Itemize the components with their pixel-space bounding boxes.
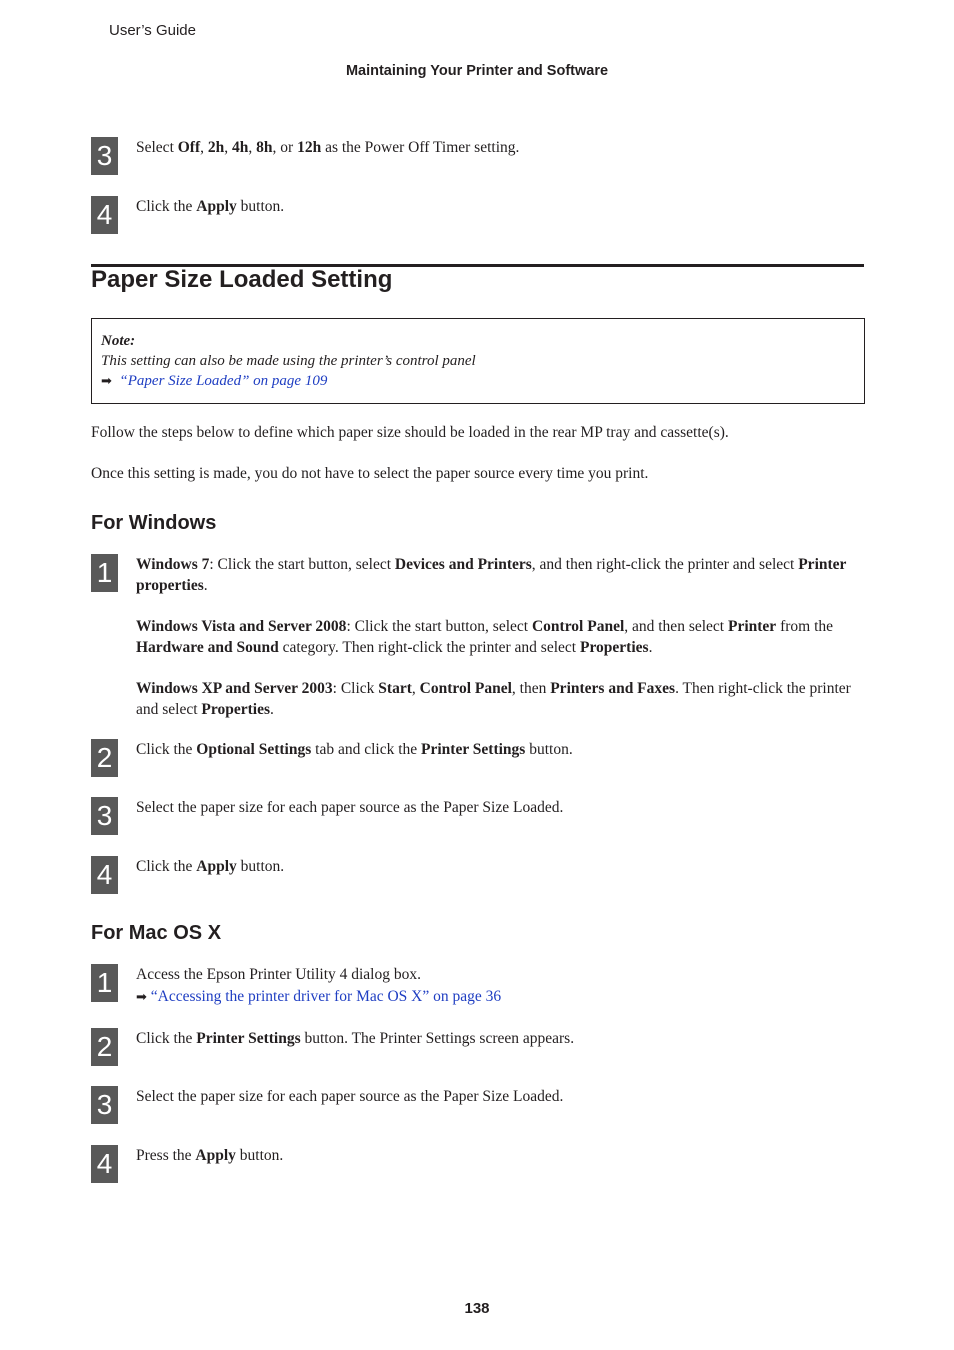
step-number-badge: 2: [91, 739, 118, 777]
step-number-badge: 4: [91, 856, 118, 894]
note-box: [91, 318, 865, 404]
step-text: Press the Apply button.: [136, 1147, 284, 1164]
step-text: Click the Optional Settings tab and click the Printer Settings button.: [136, 741, 573, 758]
step-text: Click the Apply button.: [136, 858, 285, 875]
arrow-right-icon: ➡: [101, 373, 112, 388]
step-text: Select Off, 2h, 4h, 8h, or 12h as the Power Off Timer setting.: [136, 139, 520, 156]
step-number-badge: 1: [91, 964, 118, 1002]
note-text: This setting can also be made using the printer’s control panel: [101, 353, 476, 369]
windows-heading: For Windows: [91, 512, 217, 534]
step-text: Click the Apply button.: [136, 198, 285, 215]
intro-paragraph: Once this setting is made, you do not have to select the paper source every time you print.: [91, 465, 649, 482]
page-number: 138: [464, 1300, 490, 1317]
section-title: Paper Size Loaded Setting: [91, 266, 393, 293]
intro-paragraph: Follow the steps below to define which paper size should be loaded in the rear MP tray and cassette(s).: [91, 424, 729, 441]
step-text: Select the paper size for each paper source as the Paper Size Loaded.: [136, 799, 564, 816]
step-number-badge: 2: [91, 1028, 118, 1066]
windows-vista-instructions: Windows Vista and Server 2008: Click the start button, select Control Panel, and then select Printer from the Hardware and Sound category. Then right-click the printer and select Properties.: [136, 618, 834, 656]
step-text: Click the Printer Settings button. The Printer Settings screen appears.: [136, 1030, 575, 1047]
step-text: [136, 964, 865, 1007]
header-chapter-title: Maintaining Your Printer and Software: [345, 63, 609, 79]
mac-heading: For Mac OS X: [91, 922, 222, 944]
step-number-badge: 4: [91, 1145, 118, 1183]
header-guide-title: User’s Guide: [109, 22, 196, 39]
windows-7-instructions: Windows 7: Click the start button, select Devices and Printers, and then right-click the printer and select Printer properties.: [136, 556, 847, 594]
note-link[interactable]: “Paper Size Loaded” on page 109: [119, 373, 328, 389]
step-number-badge: 3: [91, 137, 118, 175]
note-label: Note:: [101, 333, 136, 349]
step-text: Select the paper size for each paper source as the Paper Size Loaded.: [136, 1088, 564, 1105]
step-text-line: Access the Epson Printer Utility 4 dialog box.: [136, 966, 421, 983]
mac-driver-link[interactable]: “Accessing the printer driver for Mac OS X” on page 36: [150, 988, 502, 1005]
step-number-badge: 3: [91, 1086, 118, 1124]
step-text: [136, 554, 865, 720]
step-number-badge: 1: [91, 554, 118, 592]
step-number-badge: 4: [91, 196, 118, 234]
step-number-badge: 3: [91, 797, 118, 835]
windows-xp-instructions: Windows XP and Server 2003: Click Start, Control Panel, then Printers and Faxes. Then right-click the printer and select Properties.: [136, 680, 851, 718]
arrow-right-icon: ➡: [136, 989, 147, 1004]
